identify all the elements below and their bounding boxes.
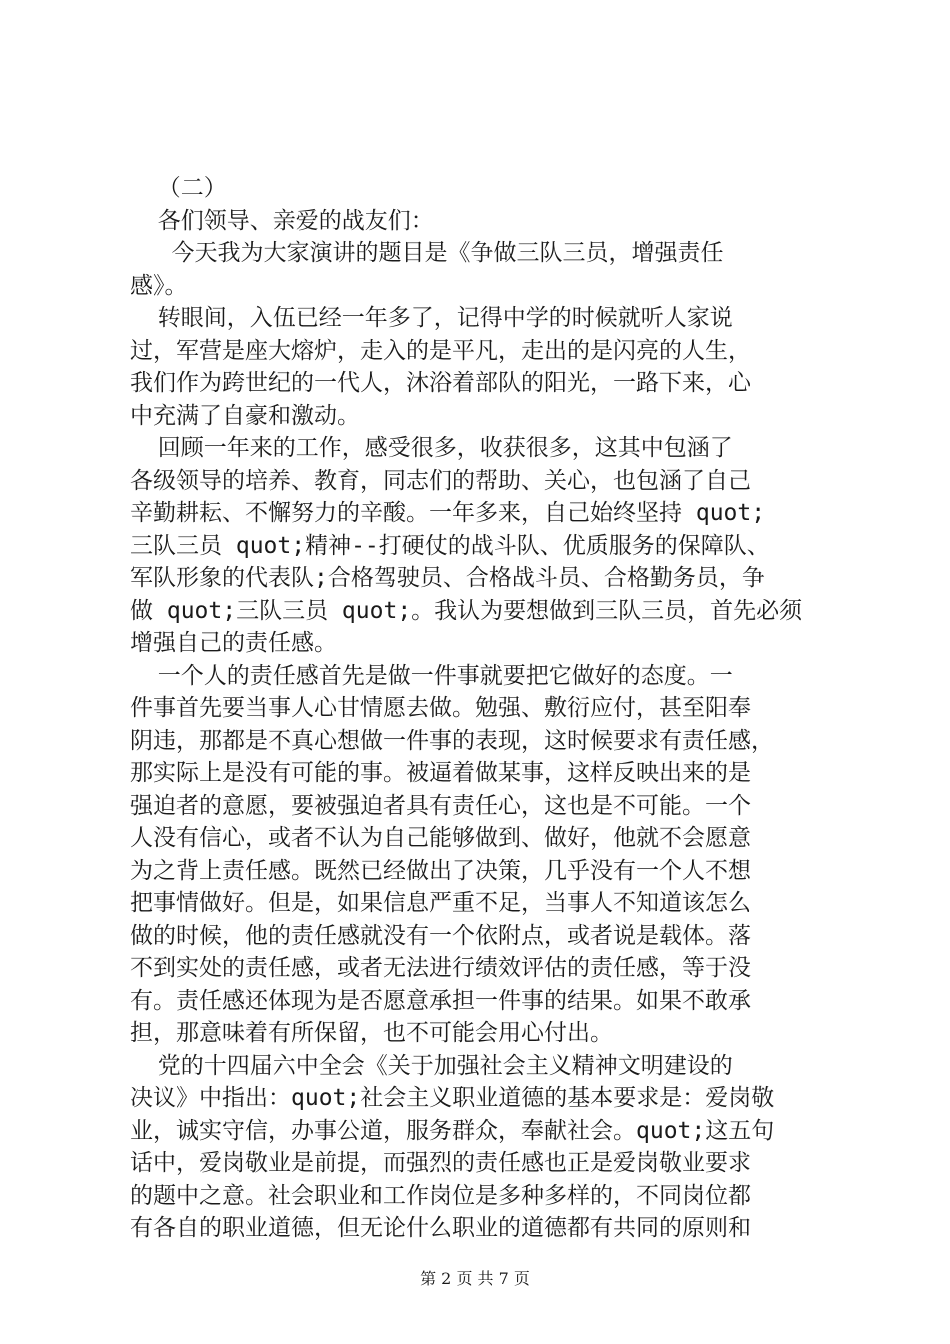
text-line: 做 quot;三队三员 quot;。我认为要想做到三队三员，首先必须 — [130, 597, 803, 624]
text-line: 那实际上是没有可能的事。被逼着做某事，这样反映出来的是 — [130, 760, 751, 786]
text-line: 过，军营是座大熔炉，走入的是平凡，走出的是闪亮的人生， — [130, 337, 751, 364]
text-line: 有。责任感还体现为是否愿意承担一件事的结果。如果不敢承 — [130, 987, 751, 1014]
text-line: 有各自的职业道德，但无论什么职业的道德都有共同的原则和 — [130, 1215, 751, 1241]
text-line: 强迫者的意愿，要被强迫者具有责任心，这也是不可能。一个 — [130, 792, 751, 819]
text-line: 三队三员 quot;精神--打硬仗的战斗队、优质服务的保障队、 — [130, 532, 770, 559]
text-line: 辛勤耕耘、不懈努力的辛酸。一年多来，自己始终坚持 quot; — [130, 500, 766, 526]
text-line: 业，诚实守信，办事公道，服务群众，奉献社会。quot;这五句 — [130, 1117, 775, 1144]
text-line: 转眼间，入伍已经一年多了，记得中学的时候就听人家说 — [130, 305, 733, 331]
text-line: 一个人的责任感首先是做一件事就要把它做好的态度。一 — [130, 662, 733, 689]
text-line: 担，那意味着有所保留，也不可能会用心付出。 — [130, 1020, 613, 1046]
text-line: 人没有信心，或者不认为自己能够做到、做好，他就不会愿意 — [130, 825, 751, 851]
text-line: 话中，爱岗敬业是前提，而强烈的责任感也正是爱岗敬业要求 — [130, 1150, 751, 1176]
text-line: 党的十四届六中全会《关于加强社会主义精神文明建设的 — [130, 1052, 733, 1079]
text-line: 件事首先要当事人心甘情愿去做。勉强、敷衍应付，甚至阳奉 — [130, 695, 751, 721]
text-line: 各级领导的培养、教育，同志们的帮助、关心，也包涵了自己 — [130, 467, 751, 494]
speech-body — [130, 172, 830, 1245]
text-line: （二） — [130, 175, 227, 201]
text-line: 把事情做好。但是，如果信息严重不足，当事人不知道该怎么 — [130, 890, 751, 916]
text-line: 为之背上责任感。既然已经做出了决策，几乎没有一个人不想 — [130, 857, 751, 884]
text-line: 阴违，那都是不真心想做一件事的表现，这时候要求有责任感， — [130, 727, 774, 754]
text-line: 今天我为大家演讲的题目是《争做三队三员，增强责任 — [130, 240, 724, 266]
text-line: 军队形象的代表队;合格驾驶员、合格战斗员、合格勤务员，争 — [130, 565, 765, 591]
text-line: 感》。 — [130, 272, 188, 299]
text-line: 中充满了自豪和激动。 — [130, 402, 360, 429]
text-line: 决议》中指出：quot;社会主义职业道德的基本要求是：爱岗敬 — [130, 1085, 775, 1111]
text-line: 回顾一年来的工作，感受很多，收获很多，这其中包涵了 — [130, 435, 733, 461]
text-line: 我们作为跨世纪的一代人，沐浴着部队的阳光，一路下来，心 — [130, 370, 751, 396]
text-line: 的题中之意。社会职业和工作岗位是多种多样的，不同岗位都 — [130, 1182, 751, 1209]
text-line: 做的时候，他的责任感就没有一个依附点，或者说是载体。落 — [130, 922, 751, 949]
text-line: 各们领导、亲爱的战友们： — [130, 207, 434, 234]
page-footer: 第 2 页 共 7 页 — [420, 1269, 530, 1288]
text-line: 增强自己的责任感。 — [130, 630, 337, 656]
text-line: 不到实处的责任感，或者无法进行绩效评估的责任感，等于没 — [130, 955, 751, 981]
